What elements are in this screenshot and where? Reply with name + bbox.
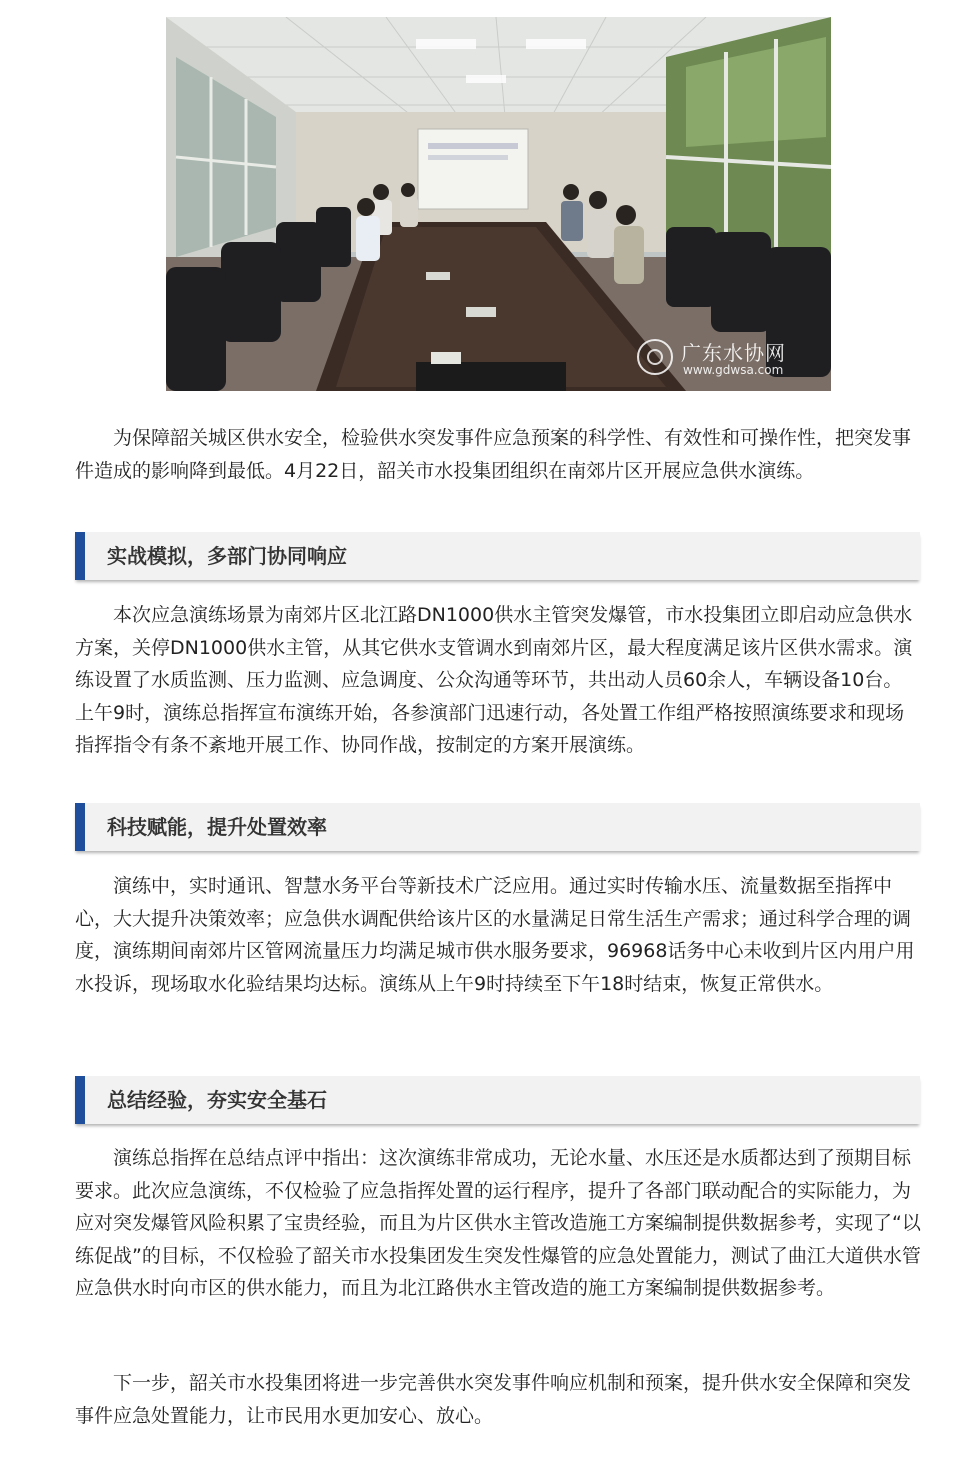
section-heading-2 (75, 803, 920, 851)
section-heading-3-text: 总结经验，夯实安全基石 (107, 1088, 327, 1112)
section-3-paragraph: 演练总指挥在总结点评中指出：这次演练非常成功，无论水量、水压还是水质都达到了预期目标要求。此次应急演练，不仅检验了应急指挥处置的运行程序，提升了各部门联动配合的实际能力，为应对突发爆管风险积累了宝贵经验，而且为片区供水主管改造施工方案编制提供数据参考，实现了“以练促战”的目标，不仅检验了韶关市水投集团发生突发性爆管的应急处置能力，测试了曲江大道供水管应急供水时向市区的供水能力，而且为北江路供水主管改造的施工方案编制提供数据参考。 (75, 1147, 921, 1299)
section-heading-1-text: 实战模拟，多部门协同响应 (107, 544, 347, 568)
section-heading-2-text: 科技赋能，提升处置效率 (107, 815, 327, 839)
section-1-paragraph: 本次应急演练场景为南郊片区北江路DN1000供水主管突发爆管，市水投集团立即启动应急供水方案，关停DN1000供水主管，从其它供水支管调水到南郊片区，最大程度满足该片区供水需求。演练设置了水质监测、压力监测、应急调度、公众沟通等环节，共出动人员60余人，车辆设备10台。上午9时，演练总指挥宣布演练开始，各参演部门迅速行动，各处置工作组严格按照演练要求和现场指挥指令有条不紊地开展工作、协同作战，按制定的方案开展演练。 (75, 604, 913, 756)
intro-paragraph: 为保障韶关城区供水安全，检验供水突发事件应急预案的科学性、有效性和可操作性，把突发事件造成的影响降到最低。4月22日，韶关市水投集团组织在南郊片区开展应急供水演练。 (75, 427, 912, 482)
watermark-name: 广东水协网 (681, 341, 786, 365)
watermark-logo-icon (637, 339, 673, 375)
meeting-room-illustration (166, 17, 831, 391)
section-heading-1 (75, 532, 920, 580)
section-2-paragraph: 演练中，实时通讯、智慧水务平台等新技术广泛应用。通过实时传输水压、流量数据至指挥中心，大大提升决策效率；应急供水调配供给该片区的水量满足日常生活生产需求；通过科学合理的调度，演练期间南郊片区管网流量压力均满足城市供水服务要求，96968话务中心未收到片区内用户用水投诉，现场取水化验结果均达标。演练从上午9时持续至下午18时结束，恢复正常供水。 (75, 875, 915, 995)
closing-paragraph: 下一步，韶关市水投集团将进一步完善供水突发事件响应机制和预案，提升供水安全保障和突发事件应急处置能力，让市民用水更加安心、放心。 (75, 1372, 912, 1427)
watermark (637, 337, 817, 381)
section-heading-3 (75, 1076, 920, 1124)
article-photo (166, 17, 831, 391)
watermark-url: www.gdwsa.com (683, 363, 784, 377)
